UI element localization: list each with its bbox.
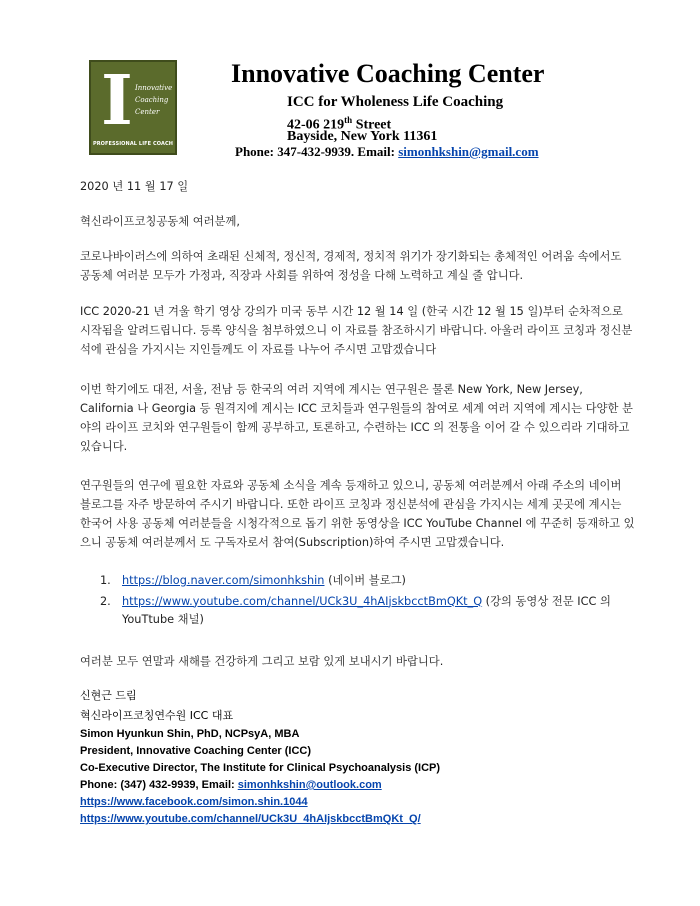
logo-tagline: PROFESSIONAL LIFE COACH (92, 141, 174, 147)
paragraph-4-text: 연구원들의 연구에 필요한 자료와 공동체 소식을 계속 등재하고 있으니, 공동체 여러분께서 아래 주소의 네이버 블로그를 자주 방문하여 주시기 바랍니다. 또한 라이프 코칭과 정신분석에 관심을 가지시는 세계 곳곳에 계시는 한국어 사용 공동체 여러분들을 시청각적으로 돕기 위한 동영상을 ICC YouTube Channel 에 꾸준히 등재하고 있으니 공동체 여러분께서 도 구독자로서 참여(Subscription)하여 주시면 고맙겠습니다. (80, 479, 635, 549)
logo-text-line3: Center (135, 108, 160, 116)
list-item (100, 593, 620, 630)
closing-line: 여러분 모두 연말과 새해를 건강하게 그리고 보람 있게 보내시기 바랍니다. (80, 655, 444, 668)
signature-name: Simon Hyunkun Shin, PhD, NCPsyA, MBA (80, 728, 300, 740)
street-name: Street (352, 117, 392, 133)
signature-phone: Phone: (347) 432-9939, Email: (80, 779, 238, 791)
signature-title-korean: 혁신라이프코칭연수원 ICC 대표 (80, 709, 234, 722)
list-note: (강의 동영상 전문 ICC 의 YouTtube 채널) (122, 594, 611, 626)
paragraph-1-text: 코로나바이러스에 의하여 초래된 신체적, 정신적, 경제적, 정치적 위기가 장기화되는 총체적인 어려움 속에서도 공동체 여러분 모두가 가정과, 직장과 사회를 위하여 정성을 다해 노력하고 계실 줄 압니다. (80, 250, 622, 282)
signature-role-1: President, Innovative Coaching Center (ICC) (80, 745, 312, 757)
signature-email-link[interactable]: simonhkshin@outlook.com (237, 779, 382, 791)
company-logo (89, 60, 177, 155)
facebook-link[interactable]: https://www.facebook.com/simon.shin.1044 (80, 796, 308, 808)
letterhead-title: Innovative Coaching Center (231, 59, 545, 88)
naver-blog-link[interactable]: https://blog.naver.com/simonhkshin (122, 574, 325, 587)
list-note: (네이버 블로그) (324, 574, 406, 587)
paragraph-1 (80, 247, 635, 285)
letter-greeting: 혁신라이프코칭공동체 여러분께, (80, 215, 240, 228)
signature-role-2: Co-Executive Director, The Institute for Clinical Psychoanalysis (ICP) (80, 762, 441, 774)
letterhead-subtitle: ICC for Wholeness Life Coaching (287, 94, 504, 110)
paragraph-2 (80, 302, 635, 359)
paragraph-4 (80, 476, 635, 552)
paragraph-3 (80, 380, 635, 456)
logo-text-line2: Coaching (135, 96, 169, 104)
letterhead-contact (235, 143, 539, 160)
letter-date: 2020 년 11 월 17 일 (80, 180, 189, 193)
youtube-link-row (80, 811, 421, 828)
paragraph-3-text: 이번 학기에도 대전, 서울, 전남 등 한국의 여러 지역에 계시는 연구원은 물론 New York, New Jersey, California 나 Georgia 등 원격지에 계시는 ICC 코치들과 연구원들의 참여로 세계 여러 지역에 계시는 다양한 분야의 라이프 코치와 연구원들이 함께 공부하고, 토론하고, 수련하는 ICC 의 전통을 이어 갈 수 있으리라 기대하고 있습니다. (80, 383, 633, 453)
letterhead-city: Bayside, New York 11361 (287, 129, 438, 144)
links-list (100, 572, 620, 630)
paragraph-2-text: ICC 2020-21 년 겨울 학기 영상 강의가 미국 동부 시간 12 월 14 일 (한국 시간 12 월 15 일)부터 순차적으로 시작됨을 알려드립니다. 등록 양식을 첨부하였으니 이 자료를 참조하시기 바랍니다. 아울러 라이프 코칭과 정신분석에 관심을 가지시는 지인들께도 이 자료를 나누어 주시면 고맙겠습니다 (80, 305, 633, 356)
youtube-channel-link[interactable]: https://www.youtube.com/channel/UCk3U_4hAIjskbcctBmQKt_Q (122, 594, 483, 608)
list-number: 2. (100, 594, 111, 608)
letterhead-email-link[interactable]: simonhkshin@gmail.com (398, 144, 539, 159)
list-item (100, 572, 620, 591)
signature-contact (80, 777, 382, 794)
street-number: 42-06 219 (287, 117, 345, 133)
logo-letter: I (101, 61, 133, 141)
letterhead-phone: Phone: 347-432-9939. Email: (235, 144, 399, 159)
signature-name-korean: 신현근 드림 (80, 689, 137, 702)
list-number: 1. (100, 574, 111, 587)
facebook-link-row (80, 794, 308, 811)
logo-text-line1: Innovative (135, 84, 173, 92)
street-suffix: th (344, 115, 353, 125)
signature-youtube-link[interactable]: https://www.youtube.com/channel/UCk3U_4hAIjskbcctBmQKt_Q/ (80, 813, 421, 825)
